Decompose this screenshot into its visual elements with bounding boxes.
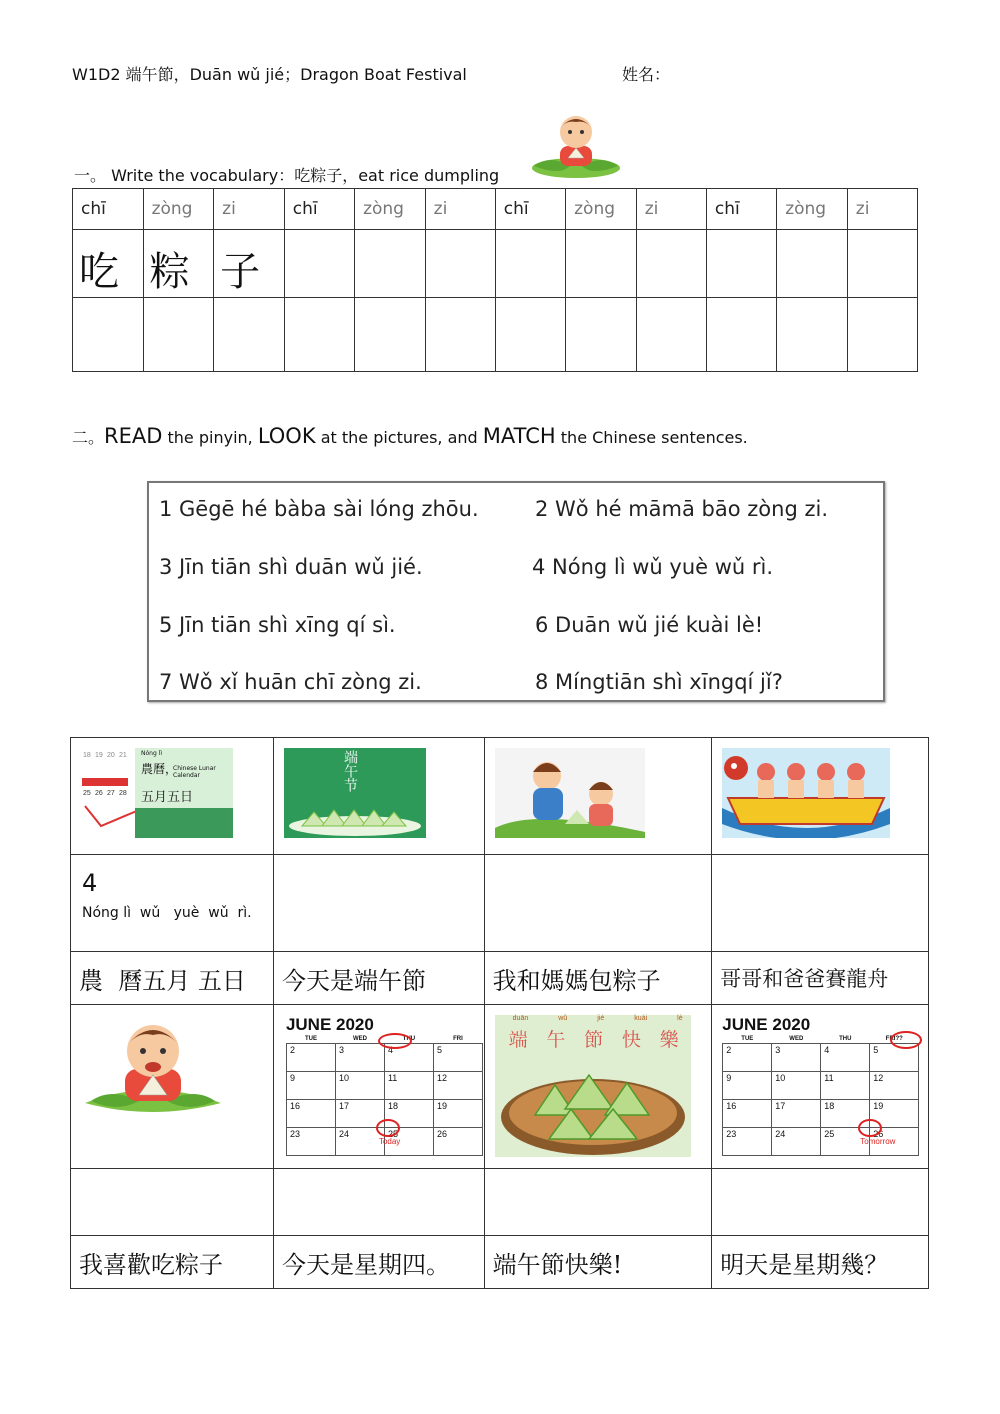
answer-number: 4 bbox=[82, 869, 98, 897]
answer-cell[interactable] bbox=[273, 855, 484, 952]
matching-prompt: 二。READ the pinyin, LOOK at the pictures, and MATCH the Chinese sentences. bbox=[72, 424, 748, 448]
hanzi-writing-cell[interactable] bbox=[495, 230, 565, 298]
hanzi-cell: 粽 bbox=[143, 230, 214, 298]
vocabulary-prompt: 一。 Write the vocabulary：吃粽子，eat rice dumpling bbox=[74, 166, 500, 185]
pinyin-cell: chī bbox=[706, 189, 776, 230]
boy-eating-zongzi-icon bbox=[530, 110, 622, 182]
name-label: 姓名： bbox=[622, 65, 671, 84]
pinyin-sentence: 1 Gēgē hé bàba sài lóng zhōu. bbox=[159, 497, 479, 521]
answer-cell[interactable] bbox=[712, 1169, 929, 1236]
pinyin-sentence: 4 Nóng lì wǔ yuè wǔ rì. bbox=[532, 555, 774, 579]
pinyin-sentence: 5 Jīn tiān shì xīng qí sì. bbox=[159, 613, 396, 637]
writing-cell[interactable] bbox=[214, 298, 285, 372]
writing-cell[interactable] bbox=[143, 298, 214, 372]
writing-cell[interactable] bbox=[355, 298, 426, 372]
chinese-sentence-cell: 今天是星期四。 bbox=[273, 1236, 484, 1289]
picture-cell bbox=[712, 1005, 929, 1169]
happy-festival-zongzi-image: duān wǔ jié kuài lè 端 午 節 快 樂 bbox=[495, 1015, 691, 1157]
picture-cell bbox=[71, 738, 274, 855]
writing-cell[interactable] bbox=[73, 298, 144, 372]
writing-cell[interactable] bbox=[777, 298, 848, 372]
hanzi-writing-cell[interactable] bbox=[355, 230, 426, 298]
pinyin-sentence: 2 Wǒ hé māmā bāo zòng zi. bbox=[535, 497, 828, 521]
hanzi-writing-cell[interactable] bbox=[284, 230, 354, 298]
pinyin-cell: zòng bbox=[355, 189, 426, 230]
answer-cell[interactable] bbox=[712, 855, 929, 952]
pinyin-cell: chī bbox=[73, 189, 144, 230]
pinyin-cell: chī bbox=[495, 189, 565, 230]
hanzi-writing-cell[interactable] bbox=[777, 230, 848, 298]
answer-cell[interactable] bbox=[484, 855, 712, 952]
chinese-sentence-cell: 明天是星期幾？ bbox=[712, 1236, 929, 1289]
pinyin-sentence: 7 Wǒ xǐ huān chī zòng zi. bbox=[159, 670, 422, 694]
pinyin-sentence: 8 Míngtiān shì xīngqí jǐ? bbox=[535, 670, 783, 694]
picture-cell bbox=[273, 738, 484, 855]
answer-cell[interactable] bbox=[273, 1169, 484, 1236]
dragon-boat-race-image bbox=[722, 748, 890, 838]
picture-cell bbox=[273, 1005, 484, 1169]
picture-cell bbox=[484, 1005, 712, 1169]
hanzi-cell: 子 bbox=[214, 230, 285, 298]
pinyin-cell: zòng bbox=[143, 189, 214, 230]
festival-zongzi-image: 端午节 bbox=[284, 748, 426, 838]
lunar-calendar-image: 18 19 20 21 25 26 27 28 Nóng lì 農曆， Chinese Lunar Calendar 五月五日 bbox=[81, 748, 233, 838]
chinese-sentence-cell: 農 曆五月 五日 bbox=[71, 952, 274, 1005]
mother-child-wrapping-zongzi-image bbox=[495, 748, 645, 838]
today-circle bbox=[376, 1119, 400, 1137]
writing-cell[interactable] bbox=[636, 298, 706, 372]
pinyin-sentence: 3 Jīn tiān shì duān wǔ jié. bbox=[159, 555, 423, 579]
hanzi-writing-cell[interactable] bbox=[566, 230, 637, 298]
boy-eating-zongzi-image bbox=[81, 1017, 225, 1127]
writing-cell[interactable] bbox=[425, 298, 495, 372]
pinyin-cell: zi bbox=[425, 189, 495, 230]
picture-cell bbox=[712, 738, 929, 855]
picture-cell bbox=[71, 1005, 274, 1169]
writing-cell[interactable] bbox=[706, 298, 776, 372]
pinyin-cell: zi bbox=[214, 189, 285, 230]
hanzi-writing-cell[interactable] bbox=[425, 230, 495, 298]
pinyin-sentence: 6 Duān wǔ jié kuài lè! bbox=[535, 613, 764, 637]
calendar-thursday-image: JUNE 2020 TUE WED THU FRI 2 3 4 5 9 10 11 12 16 17 18 19 23 24 25 26 Today bbox=[286, 1015, 483, 1156]
writing-cell[interactable] bbox=[284, 298, 354, 372]
hanzi-writing-cell[interactable] bbox=[706, 230, 776, 298]
hanzi-writing-cell[interactable] bbox=[636, 230, 706, 298]
hanzi-cell: 吃 bbox=[73, 230, 144, 298]
writing-cell[interactable] bbox=[495, 298, 565, 372]
answer-cell[interactable] bbox=[484, 1169, 712, 1236]
picture-cell bbox=[484, 738, 712, 855]
answer-cell[interactable] bbox=[71, 1169, 274, 1236]
chinese-sentence-cell: 我喜歡吃粽子 bbox=[71, 1236, 274, 1289]
answer-pinyin: Nóng lì wǔ yuè wǔ rì. bbox=[82, 905, 252, 921]
matching-table bbox=[70, 737, 929, 1289]
worksheet-title: W1D2 端午節，Duān wǔ jié；Dragon Boat Festival bbox=[72, 65, 467, 84]
thu-circle bbox=[378, 1033, 412, 1049]
chinese-sentence-cell: 今天是端午節 bbox=[273, 952, 484, 1005]
pinyin-cell: zòng bbox=[777, 189, 848, 230]
vocabulary-writing-grid bbox=[72, 188, 918, 372]
answer-cell[interactable] bbox=[71, 855, 274, 952]
pinyin-cell: zi bbox=[847, 189, 917, 230]
calendar-friday-image: JUNE 2020 TUE WED THU FRI?? 2 3 4 5 9 10 11 12 16 17 18 19 23 24 25 26 Tomorrow bbox=[722, 1015, 919, 1156]
chinese-sentence-cell: 端午節快樂! bbox=[484, 1236, 712, 1289]
pinyin-cell: chī bbox=[284, 189, 354, 230]
writing-cell[interactable] bbox=[847, 298, 917, 372]
chinese-sentence-cell: 哥哥和爸爸賽龍舟 bbox=[712, 952, 929, 1005]
chinese-sentence-cell: 我和媽媽包粽子 bbox=[484, 952, 712, 1005]
hanzi-writing-cell[interactable] bbox=[847, 230, 917, 298]
writing-cell[interactable] bbox=[566, 298, 637, 372]
pinyin-sentences-box bbox=[147, 481, 885, 702]
pinyin-cell: zòng bbox=[566, 189, 637, 230]
pinyin-cell: zi bbox=[636, 189, 706, 230]
